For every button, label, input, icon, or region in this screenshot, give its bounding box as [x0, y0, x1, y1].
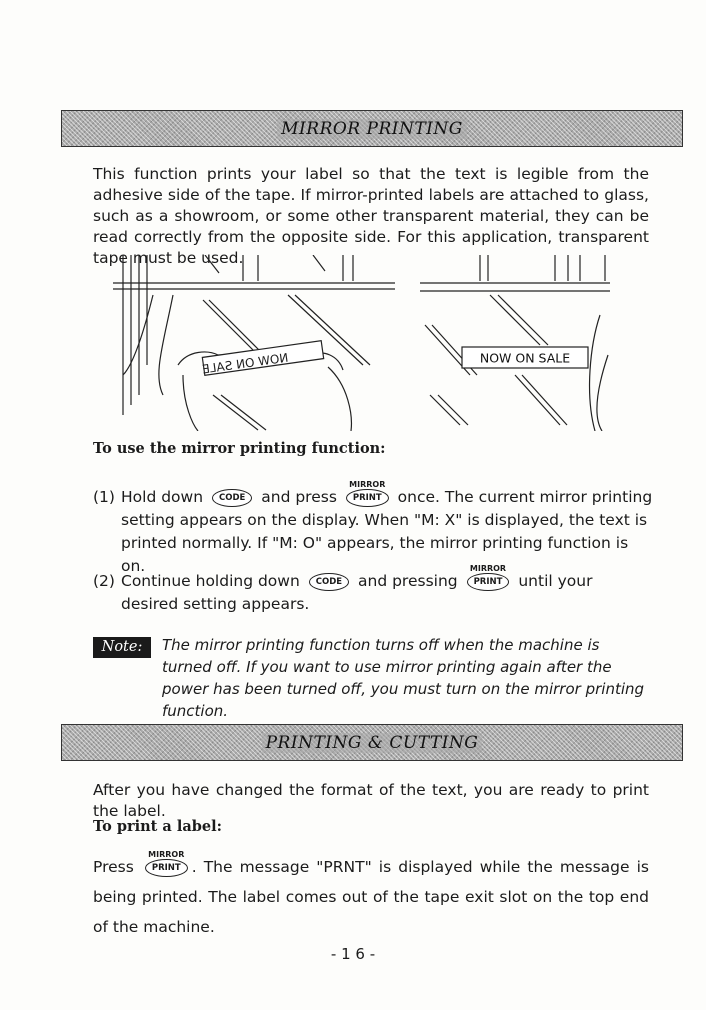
section-title: PRINTING & CUTTING — [262, 733, 483, 753]
print-label-heading: To print a label: — [93, 818, 222, 835]
section-title: MIRROR PRINTING — [277, 119, 467, 139]
step-2 — [93, 563, 653, 616]
print-key-icon: MIRROR PRINT — [346, 489, 389, 507]
print-instructions — [93, 849, 649, 942]
illustration-applying-label-left — [113, 255, 395, 431]
step-number: (1) — [93, 488, 115, 506]
mirror-label: MIRROR — [469, 563, 507, 573]
press-word: Press — [93, 858, 134, 876]
page-number: - 1 6 - — [330, 945, 376, 963]
step-text-mid: and pressing — [358, 572, 458, 590]
note-badge: Note: — [93, 637, 151, 658]
section-banner-mirror-printing — [61, 110, 683, 147]
sale-label-text: NOW ON SALE — [479, 350, 571, 366]
step-text-post: once. The current mirror printing setting appears on the display. When "M: X" is displayed, the text is printed normally. If "M: O" appears, the mirror printing function is on. — [121, 488, 653, 575]
print-instructions-text: . The message "PRNT" is displayed while the message is being printed. The label comes out of the tape exit slot on the top end of the machine. — [93, 858, 649, 936]
print-key-icon: MIRROR PRINT — [145, 859, 188, 877]
print-key-icon: MIRROR PRINT — [467, 573, 510, 591]
step-text-pre: Hold down — [121, 488, 204, 506]
intro-paragraph: This function prints your label so that the text is legible from the adhesive side of the tape. If mirror-printed labels are attached to glass, such as a showroom, or some other transparent material, they can be read correctly from the opposite side. For this application, transparent tape must be used. — [93, 165, 649, 267]
section-banner-printing-cutting — [61, 724, 683, 761]
mirror-label: MIRROR — [148, 849, 185, 859]
mirror-label: MIRROR — [349, 479, 386, 489]
code-key-icon: CODE — [212, 489, 252, 507]
printing-intro: After you have changed the format of the text, you are ready to print the label. — [93, 781, 649, 820]
mirror-label-text: NOW ON SALE — [201, 350, 290, 377]
note-text: The mirror printing function turns off when the machine is turned off. If you want to use mirror printing again after the power has been turned off, you must turn on the mirror printing function. — [162, 636, 645, 720]
howto-heading: To use the mirror printing function: — [93, 440, 386, 457]
code-key-icon: CODE — [309, 573, 349, 591]
illustration-window-label-right — [420, 255, 610, 431]
step-text-post: until your desired setting appears. — [121, 572, 593, 613]
step-1 — [93, 479, 653, 578]
step-number: (2) — [93, 572, 115, 590]
step-text-pre: Continue holding down — [121, 572, 300, 590]
step-text-mid: and press — [261, 488, 337, 506]
